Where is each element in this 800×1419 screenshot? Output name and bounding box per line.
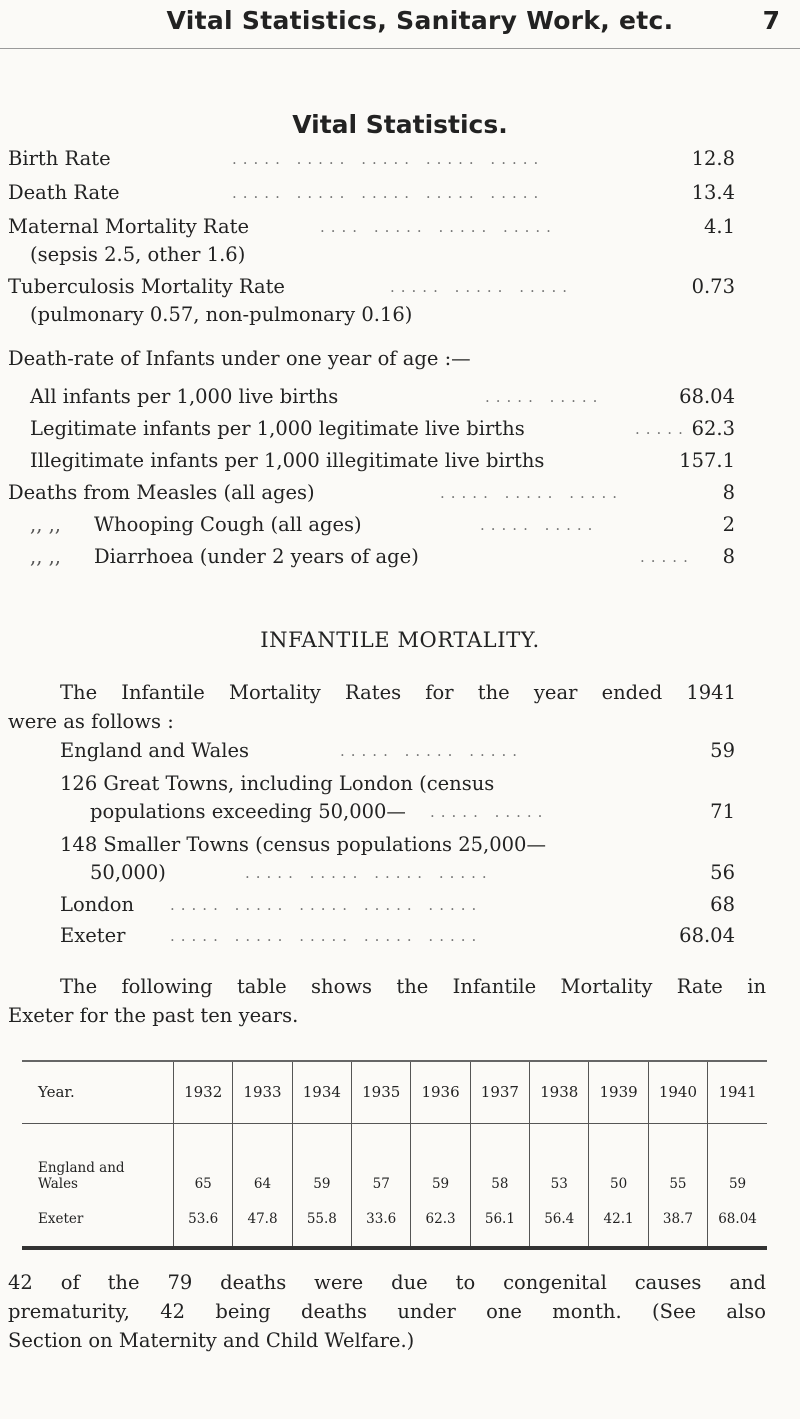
year-cell: 1933 bbox=[233, 1061, 292, 1123]
year-header: Year. bbox=[38, 1083, 75, 1102]
death-row bbox=[0, 478, 800, 508]
comparison-label: Exeter bbox=[60, 924, 126, 947]
table-cell: 47.8 bbox=[233, 1200, 292, 1248]
intro-line: The Infantile Mortality Rates for the year ended 1941 bbox=[60, 681, 736, 704]
comparison-value: 68 bbox=[710, 893, 735, 916]
table-cell: 58 bbox=[470, 1123, 529, 1200]
infant-rate-value: 62.3 bbox=[691, 417, 735, 440]
table-cell: 62.3 bbox=[411, 1200, 470, 1248]
infant-rate-label: Legitimate infants per 1,000 legitimate live births bbox=[30, 417, 525, 440]
rate-value: 12.8 bbox=[691, 147, 735, 170]
table-cell: 64 bbox=[233, 1123, 292, 1200]
table-cell: 59 bbox=[411, 1123, 470, 1200]
rate-value: 0.73 bbox=[691, 275, 735, 298]
leader-dots: ..... ..... ..... bbox=[440, 484, 624, 502]
rate-label: Tuberculosis Mortality Rate bbox=[8, 275, 285, 298]
leader-dots: ..... ..... ..... ..... ..... bbox=[170, 927, 483, 945]
comparison-row bbox=[0, 858, 800, 888]
death-value: 8 bbox=[722, 481, 735, 504]
comparison-row bbox=[0, 830, 800, 860]
table-cell: 53 bbox=[530, 1123, 589, 1200]
death-label: Diarrhoea (under 2 years of age) bbox=[94, 545, 419, 568]
leader-dots: .... ..... ..... ..... bbox=[320, 218, 557, 236]
rate-note bbox=[0, 240, 800, 270]
leader-dots: ..... bbox=[640, 548, 694, 566]
table-intro-line: Exeter for the past ten years. bbox=[8, 1004, 299, 1027]
comparison-value: 59 bbox=[710, 739, 735, 762]
comparison-row bbox=[0, 769, 800, 799]
table-header-row bbox=[22, 1061, 767, 1123]
leader-dots: ..... ..... ..... ..... ..... bbox=[232, 184, 545, 202]
rate-label: Death Rate bbox=[8, 181, 120, 204]
infant-rate-label: All infants per 1,000 live births bbox=[30, 385, 339, 408]
mortality-table bbox=[22, 1060, 767, 1250]
infant-rate-row bbox=[0, 414, 800, 444]
comparison-row bbox=[0, 921, 800, 951]
leader-dots: ..... ..... bbox=[485, 388, 604, 406]
leader-dots: ..... ..... ..... bbox=[390, 278, 574, 296]
comparison-label: England and Wales bbox=[60, 739, 250, 762]
rate-row bbox=[0, 144, 800, 174]
table-cell: 50 bbox=[589, 1123, 648, 1200]
comparison-row bbox=[0, 736, 800, 766]
comparison-value: 71 bbox=[710, 800, 735, 823]
year-cell: 1935 bbox=[352, 1061, 411, 1123]
table-cell: 42.1 bbox=[589, 1200, 648, 1248]
infant-deaths-heading-text: Death-rate of Infants under one year of age :— bbox=[8, 347, 471, 370]
death-row bbox=[0, 510, 800, 540]
ditto-marks: ,, ,, bbox=[30, 545, 61, 568]
year-cell: 1939 bbox=[589, 1061, 648, 1123]
rate-note-text: (sepsis 2.5, other 1.6) bbox=[30, 243, 246, 266]
page-number: 7 bbox=[762, 6, 780, 35]
comparison-value: 56 bbox=[710, 861, 735, 884]
row-label bbox=[22, 1123, 174, 1200]
table-row bbox=[22, 1200, 767, 1248]
infant-deaths-heading bbox=[0, 344, 800, 374]
comparison-row bbox=[0, 890, 800, 920]
comparison-label: 126 Great Towns, including London (census bbox=[60, 772, 495, 795]
year-cell: 1934 bbox=[292, 1061, 351, 1123]
comparison-label-cont: populations exceeding 50,000— bbox=[90, 800, 406, 823]
table-cell: 53.6 bbox=[174, 1200, 233, 1248]
row-label-line: Wales bbox=[38, 1175, 78, 1192]
table-cell: 68.04 bbox=[708, 1200, 767, 1248]
row-label: Exeter bbox=[38, 1210, 84, 1227]
leader-dots: ..... ..... ..... bbox=[340, 742, 524, 760]
leader-dots: ..... ..... ..... ..... ..... bbox=[232, 150, 545, 168]
table-cell: 59 bbox=[292, 1123, 351, 1200]
rate-note bbox=[0, 300, 800, 330]
infant-rate-row bbox=[0, 382, 800, 412]
death-label: Deaths from Measles (all ages) bbox=[8, 481, 315, 504]
closing-line: Section on Maternity and Child Welfare.) bbox=[8, 1329, 415, 1352]
table-cell: 33.6 bbox=[352, 1200, 411, 1248]
rate-note-text: (pulmonary 0.57, non-pulmonary 0.16) bbox=[30, 303, 413, 326]
infant-rate-row bbox=[0, 446, 800, 476]
year-cell: 1938 bbox=[530, 1061, 589, 1123]
row-label-line: England and bbox=[38, 1159, 125, 1176]
running-title: Vital Statistics, Sanitary Work, etc. bbox=[166, 6, 674, 35]
death-label: Whooping Cough (all ages) bbox=[94, 513, 362, 536]
rate-row bbox=[0, 272, 800, 302]
table-cell: 38.7 bbox=[648, 1200, 707, 1248]
section-title: Vital Statistics. bbox=[292, 110, 508, 139]
ditto-marks: ,, ,, bbox=[30, 513, 61, 536]
comparison-row bbox=[0, 797, 800, 827]
table-cell: 55.8 bbox=[292, 1200, 351, 1248]
year-cell: 1932 bbox=[174, 1061, 233, 1123]
year-cell: 1936 bbox=[411, 1061, 470, 1123]
rate-value: 4.1 bbox=[703, 215, 735, 238]
table-cell: 65 bbox=[174, 1123, 233, 1200]
rate-label: Maternal Mortality Rate bbox=[8, 215, 250, 238]
infant-rate-value: 68.04 bbox=[679, 385, 735, 408]
table-intro-line: The following table shows the Infantile Mortality Rate in bbox=[60, 975, 766, 998]
infant-rate-value: 157.1 bbox=[679, 449, 735, 472]
table-cell: 57 bbox=[352, 1123, 411, 1200]
death-value: 2 bbox=[722, 513, 735, 536]
leader-dots: ..... ..... bbox=[430, 803, 549, 821]
year-cell: 1937 bbox=[470, 1061, 529, 1123]
infantile-mortality-heading: INFANTILE MORTALITY. bbox=[260, 628, 540, 652]
leader-dots: ..... bbox=[635, 420, 689, 438]
intro-line: were as follows : bbox=[8, 710, 174, 733]
table-cell: 59 bbox=[708, 1123, 767, 1200]
leader-dots: ..... ..... bbox=[480, 516, 599, 534]
rate-label: Birth Rate bbox=[8, 147, 111, 170]
death-row bbox=[0, 542, 800, 572]
leader-dots: ..... ..... ..... ..... bbox=[245, 864, 493, 882]
comparison-label: London bbox=[60, 893, 135, 916]
death-value: 8 bbox=[722, 545, 735, 568]
comparison-label: 148 Smaller Towns (census populations 25,000— bbox=[60, 833, 546, 856]
table-row bbox=[22, 1123, 767, 1200]
infant-rate-label: Illegitimate infants per 1,000 illegitimate live births bbox=[30, 449, 545, 472]
table-cell: 55 bbox=[648, 1123, 707, 1200]
rate-row bbox=[0, 178, 800, 208]
closing-line: prematurity, 42 being deaths under one month. (See also bbox=[8, 1300, 766, 1323]
rate-row bbox=[0, 212, 800, 242]
table-cell: 56.4 bbox=[530, 1200, 589, 1248]
rate-value: 13.4 bbox=[691, 181, 735, 204]
table-cell: 56.1 bbox=[470, 1200, 529, 1248]
comparison-label-cont: 50,000) bbox=[90, 861, 166, 884]
leader-dots: ..... ..... ..... ..... ..... bbox=[170, 896, 483, 914]
year-cell: 1940 bbox=[648, 1061, 707, 1123]
year-cell: 1941 bbox=[708, 1061, 767, 1123]
header-rule bbox=[0, 48, 800, 49]
page-header bbox=[0, 0, 800, 90]
closing-line: 42 of the 79 deaths were due to congenital causes and bbox=[8, 1271, 766, 1294]
comparison-value: 68.04 bbox=[679, 924, 735, 947]
